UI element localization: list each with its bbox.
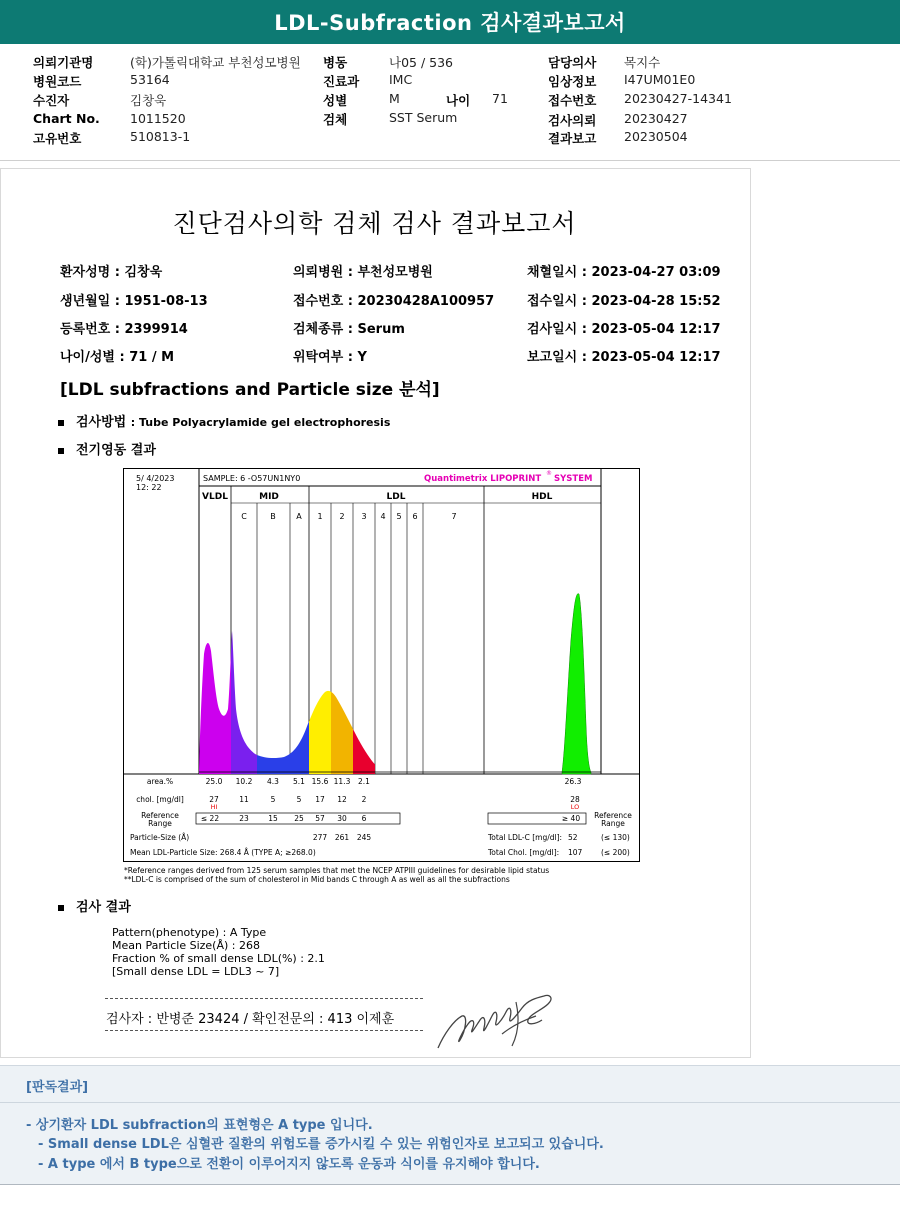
meta-label: 병원코드 (33, 74, 82, 89)
chart-footnote: *Reference ranges derived from 125 serum samples that met the NCEP ATPIII guidelines for desirable lipid status (124, 866, 550, 875)
report-header-title: LDL-Subfraction 검사결과보고서 (274, 11, 626, 35)
meta-value: SST Serum (389, 110, 458, 125)
band-label: 7 (451, 512, 457, 521)
mean-particle-size: Mean LDL-Particle Size: 268.4 Å (TYPE A; ≥268.0) (130, 848, 316, 857)
ref-value: 30 (337, 814, 347, 823)
chol-value: 17 (315, 795, 325, 804)
total-chol-ref: (≤ 200) (601, 848, 630, 857)
area-value: 25.0 (205, 777, 223, 786)
chart-footnotes (124, 866, 549, 884)
ps-label: Particle-Size (Å) (130, 833, 190, 842)
result-line: Mean Particle Size(Å) : 268 (112, 939, 260, 952)
interpretation-line: - Small dense LDL은 심혈관 질환의 위험도를 증가시킬 수 있는 위험인자로 보고되고 있습니다. (38, 1137, 604, 1152)
meta-label: 검사의뢰 (548, 113, 597, 128)
meta-label: Chart No. (33, 111, 100, 126)
report-header-bar (0, 0, 900, 44)
result-line: Fraction % of small dense LDL(%) : 2.1 (112, 952, 325, 965)
band-label: 1 (317, 512, 323, 521)
group-label: VLDL (202, 492, 228, 502)
reference-row (141, 811, 632, 828)
meta-label: 담당의사 (548, 55, 597, 70)
section-heading: [LDL subfractions and Particle size 분석] (60, 380, 440, 400)
chart-sample: SAMPLE: 6 -O57UN1NY0 (203, 474, 301, 483)
chart-brand-suffix: SYSTEM (554, 474, 593, 484)
meta-value: (학)가톨릭대학교 부천성모병원 (130, 55, 301, 70)
meta-label: 의뢰기관명 (33, 55, 94, 70)
total-chol-label: Total Chol. [mg/dl]: (488, 848, 560, 857)
meta-value: 71 (492, 91, 508, 106)
meta-value: 20230504 (624, 129, 688, 144)
patient-field: 생년월일 : 1951-08-13 (60, 294, 208, 309)
meta-value: 목지수 (624, 55, 661, 70)
patient-field: 등록번호 : 2399914 (60, 322, 188, 337)
area-value: 15.6 (311, 777, 329, 786)
meta-label: 고유번호 (33, 131, 82, 146)
meta-value: 김창욱 (130, 93, 167, 108)
result-line: Pattern(phenotype) : A Type (112, 926, 267, 939)
area-value: 5.1 (293, 777, 305, 786)
area-row-label: area.% (146, 777, 174, 786)
ref-label-right: Range (601, 819, 625, 828)
request-info-block (0, 44, 900, 161)
meta-value: I47UM01E0 (624, 72, 696, 87)
chol-value: 11 (239, 795, 249, 804)
band-label: B (270, 512, 276, 521)
group-label: MID (259, 492, 279, 502)
interpretation-line: - 상기환자 LDL subfraction의 표현형은 A type 입니다. (26, 1118, 373, 1133)
total-ldl-label: Total LDL-C [mg/dl]: (488, 833, 563, 842)
signature-divider-top (105, 998, 423, 999)
result-item (58, 896, 131, 915)
ref-value: 57 (315, 814, 325, 823)
lo-flag: LO (570, 803, 580, 811)
meta-label: 병동 (323, 55, 348, 70)
area-value: 10.2 (235, 777, 253, 786)
group-label: HDL (531, 492, 553, 502)
area-value: 26.3 (564, 777, 582, 786)
band-label: 2 (339, 512, 345, 521)
chol-row (136, 795, 580, 811)
band-label: 5 (396, 512, 402, 521)
ref-value: ≤ 22 (200, 814, 220, 823)
total-ldl-ref: (≤ 130) (601, 833, 630, 842)
method-item (58, 411, 390, 430)
meta-label: 수진자 (33, 93, 70, 108)
patient-field: 검사일시 : 2023-05-04 12:17 (527, 322, 721, 337)
result-line: [Small dense LDL = LDL3 ~ 7] (112, 965, 280, 978)
band-label: 6 (412, 512, 418, 521)
patient-field: 보고일시 : 2023-05-04 12:17 (527, 350, 721, 365)
chol-value: 2 (361, 795, 367, 804)
interpretation-title: [판독결과] (26, 1080, 89, 1095)
lipoprint-chart (123, 468, 640, 862)
meta-value: 20230427-14341 (624, 91, 732, 106)
patient-field: 나이/성별 : 71 / M (60, 350, 175, 365)
group-label: LDL (386, 492, 406, 502)
meta-label: 임상정보 (548, 74, 597, 89)
lipoprint-svg (124, 469, 639, 861)
band-label: 4 (380, 512, 386, 521)
ps-value: 245 (356, 833, 372, 842)
chart-date: 5/ 4/2023 (136, 474, 175, 483)
chol-value: 5 (296, 795, 302, 804)
area-value: 2.1 (358, 777, 370, 786)
chart-brand-reg: ® (546, 470, 552, 477)
meta-label: 성별 (323, 93, 348, 108)
bullet-icon (58, 448, 64, 454)
handwritten-signature (432, 990, 564, 1056)
area-row (147, 777, 582, 786)
page-title: 진단검사의학 검체 검사 결과보고서 (172, 209, 577, 238)
area-value: 11.3 (333, 777, 351, 786)
ref-label-right: Reference (594, 811, 632, 820)
interpretation-line: - A type 에서 B type으로 전환이 이루어지지 않도록 운동과 식이를 유지해야 합니다. (38, 1157, 540, 1172)
ps-value: 277 (312, 833, 328, 842)
electro-label: 전기영동 결과 (76, 443, 156, 458)
patient-field: 접수번호 : 20230428A100957 (293, 294, 495, 309)
patient-field: 위탁여부 : Y (293, 350, 367, 365)
signature-divider-bottom (105, 1030, 423, 1031)
ps-value: 261 (334, 833, 350, 842)
meta-label: 나이 (446, 93, 471, 108)
signer-info: 검사자 : 반병준 23424 / 확인전문의 : 413 이제훈 (106, 1012, 395, 1027)
meta-value: IMC (389, 72, 413, 87)
patient-field: 의뢰병원 : 부천성모병원 (293, 265, 433, 280)
chart-footnote: **LDL-C is comprised of the sum of cholesterol in Mid bands C through A as well as all the subfractions (124, 875, 510, 884)
result-label: 검사 결과 (76, 900, 131, 915)
chart-time: 12: 22 (136, 483, 162, 492)
chol-value: 28 (570, 795, 580, 804)
area-value: 4.3 (267, 777, 279, 786)
meta-value: 510813-1 (130, 129, 191, 144)
meta-label: 검체 (323, 112, 348, 127)
total-chol-value: 107 (568, 848, 583, 857)
method-value: : Tube Polyacrylamide gel electrophoresis (130, 416, 391, 429)
meta-value: 20230427 (624, 111, 688, 126)
chol-value: 5 (270, 795, 276, 804)
hdl-ref-value: ≥ 40 (561, 814, 581, 823)
chol-row-label: chol. [mg/dl] (136, 795, 184, 804)
band-label: A (296, 512, 302, 521)
particle-size-row (130, 833, 630, 857)
interpretation-divider (0, 1102, 900, 1103)
band-label: C (241, 512, 247, 521)
ldl-peak (306, 691, 386, 774)
ref-label: Range (148, 819, 172, 828)
method-label: 검사방법 (76, 415, 127, 430)
chart-brand: Quantimetrix LIPOPRINT (424, 474, 542, 484)
meta-value: 나05 / 536 (389, 55, 453, 70)
ref-value: 15 (268, 814, 278, 823)
bullet-icon (58, 905, 64, 911)
chol-value: 12 (337, 795, 347, 804)
meta-value: 53164 (130, 72, 170, 87)
ref-label: Reference (141, 811, 179, 820)
meta-label: 진료과 (323, 74, 360, 89)
patient-field: 환자성명 : 김창욱 (60, 265, 163, 280)
mid-ba-peak (257, 721, 309, 774)
meta-label: 접수번호 (548, 93, 597, 108)
patient-field: 검체종류 : Serum (293, 322, 405, 337)
patient-field: 채혈일시 : 2023-04-27 03:09 (527, 265, 721, 280)
patient-field: 접수일시 : 2023-04-28 15:52 (527, 294, 721, 309)
ref-value: 23 (239, 814, 249, 823)
meta-value: 1011520 (130, 111, 186, 126)
hdl-peak (562, 594, 591, 774)
electro-item (58, 439, 156, 458)
meta-value: M (389, 91, 400, 106)
total-ldl-value: 52 (568, 833, 578, 842)
hi-flag: HI (210, 803, 218, 811)
ref-value: 25 (294, 814, 304, 823)
ref-value: 6 (361, 814, 367, 823)
band-label: 3 (361, 512, 367, 521)
chol-value: 27 (209, 795, 219, 804)
bullet-icon (58, 420, 64, 426)
meta-label: 결과보고 (548, 131, 597, 146)
